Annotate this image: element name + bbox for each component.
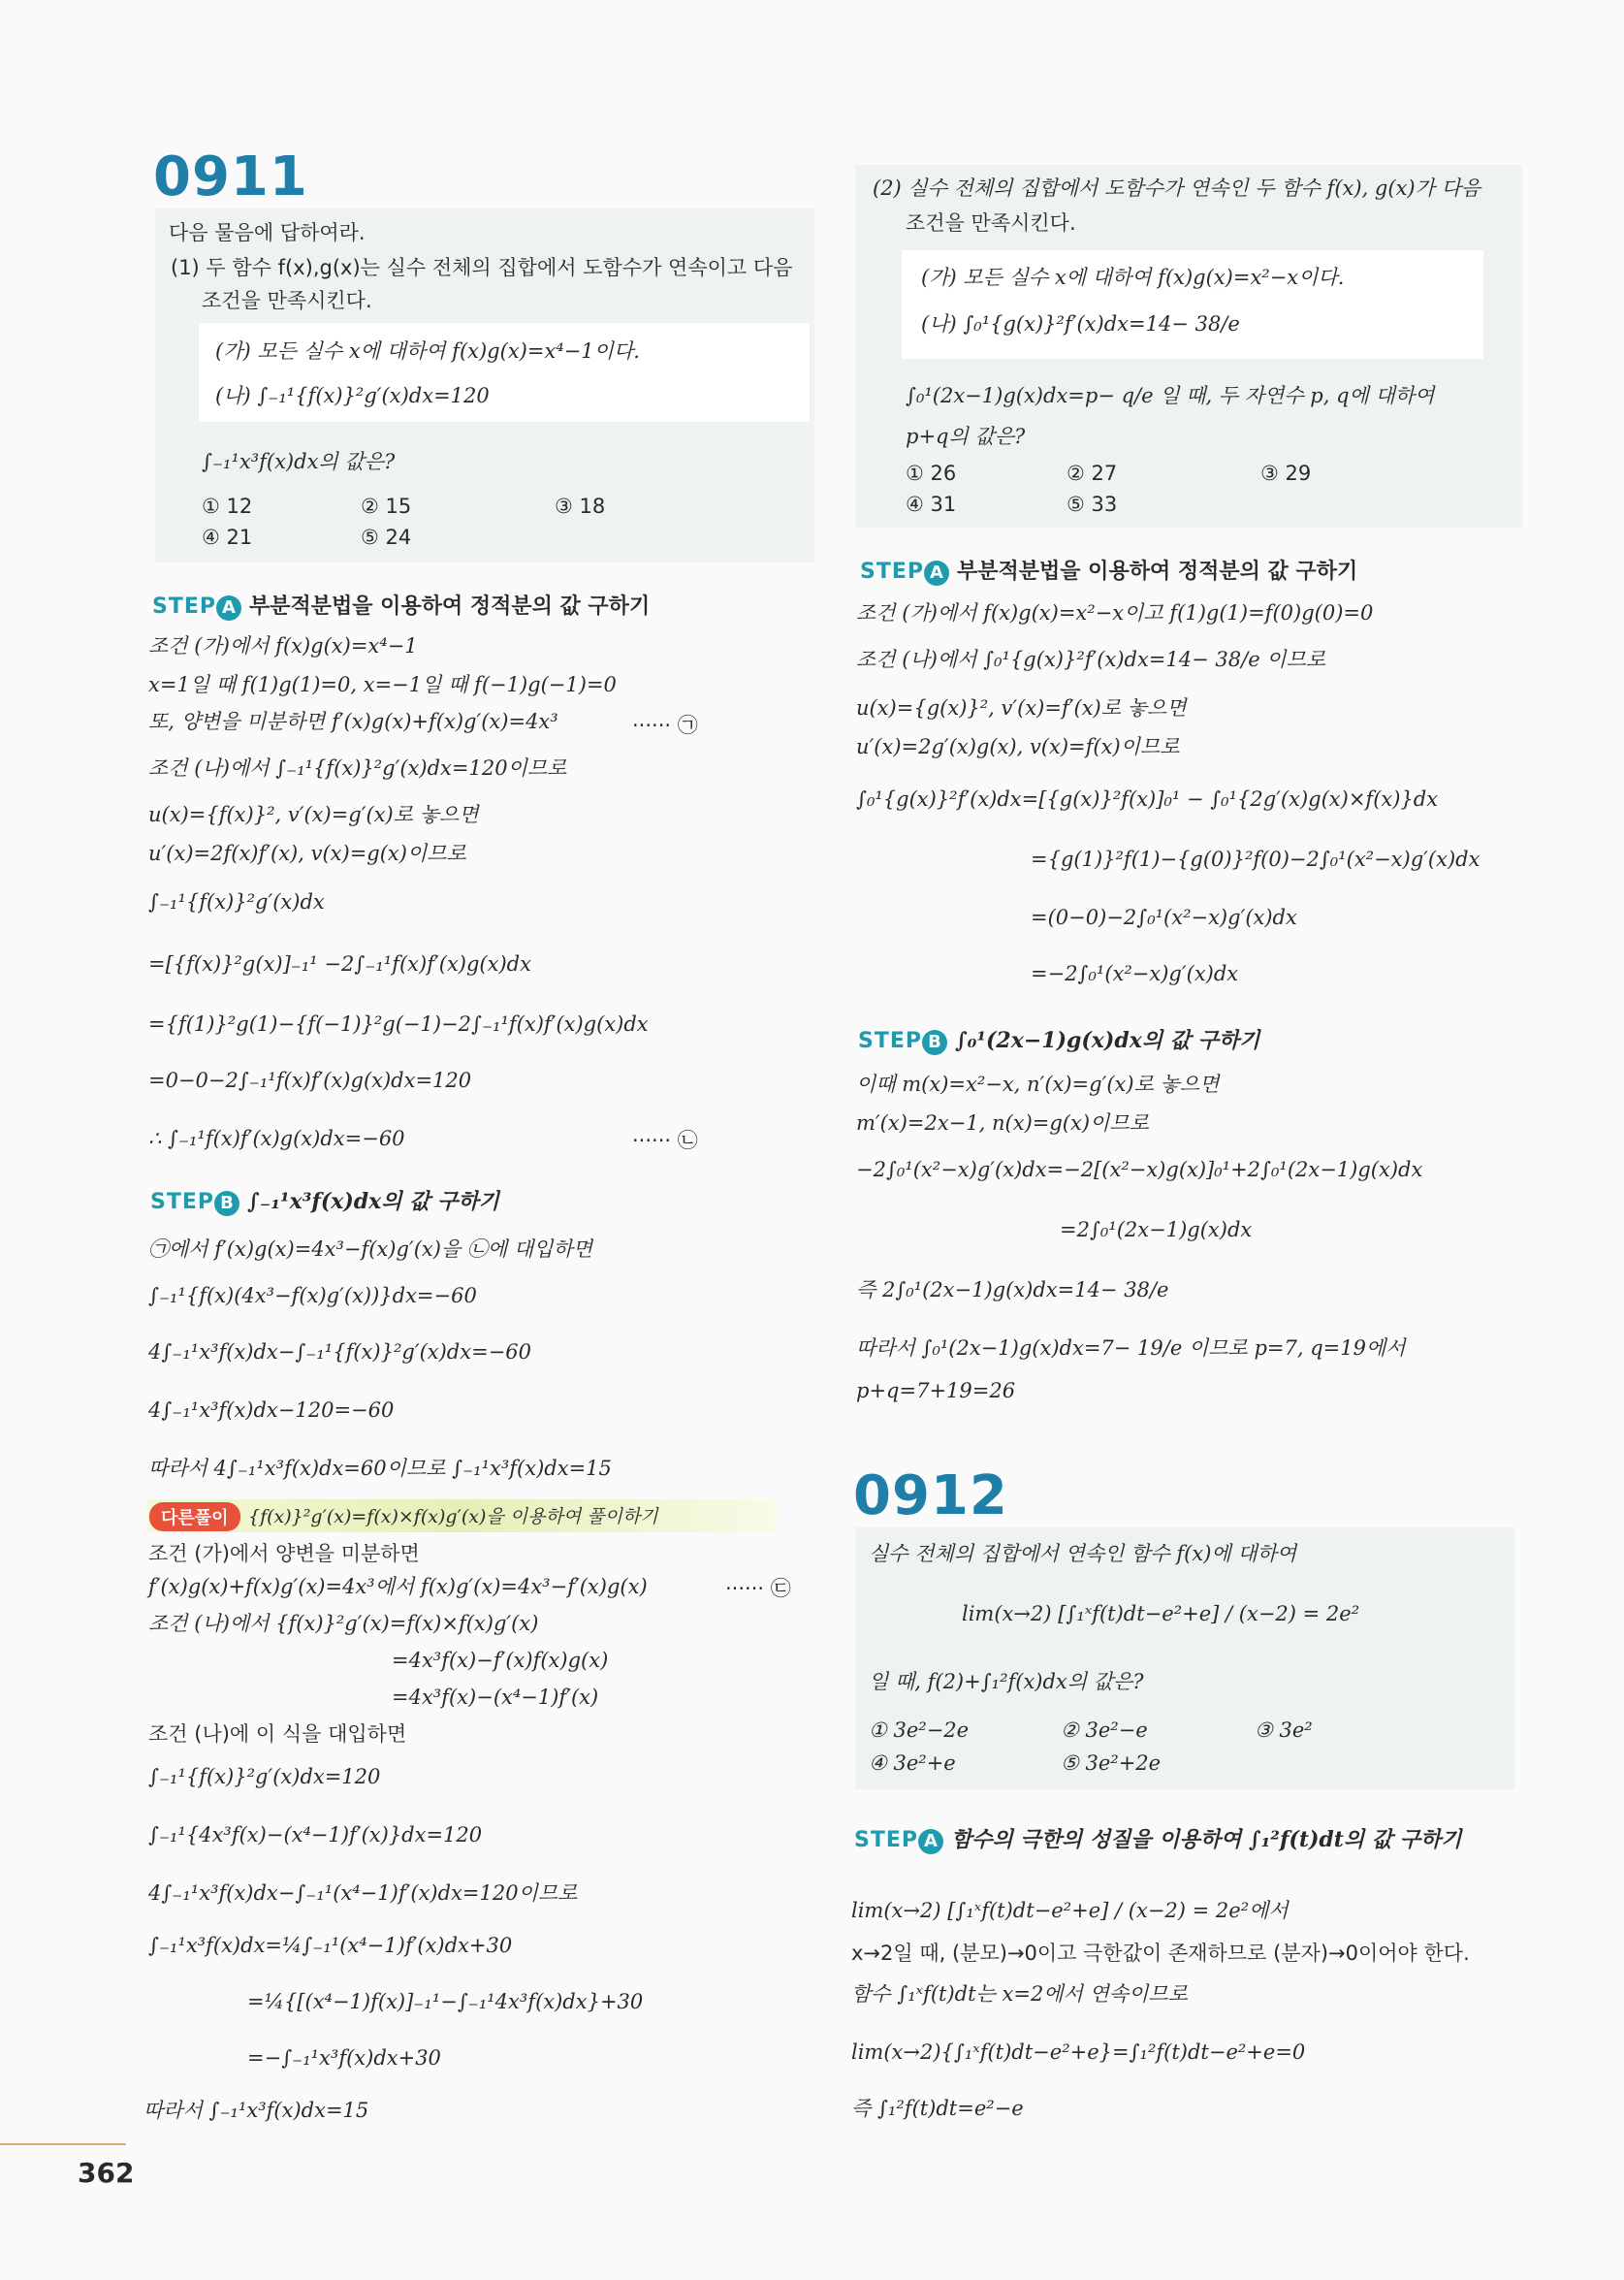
equation-marker-3: ······ ㉢	[725, 1577, 791, 1600]
q2-choice-2: ② 27	[1067, 462, 1118, 485]
question-2-ask: ∫₀¹(2x−1)g(x)dx=p− q/e 일 때, 두 자연수 p, q에 대하여	[906, 384, 1435, 407]
right-step-a-line-6: ={g(1)}²f(1)−{g(0)}²f(0)−2∫₀¹(x²−x)g′(x)dx	[1031, 848, 1481, 871]
step-a-title-0912: 함수의 극한의 성질을 이용하여 ∫₁²f(t)dt의 값 구하기	[951, 1827, 1462, 1852]
p912-step-line-4: lim(x→2){∫₁ˣf(t)dt−e²+e}=∫₁²f(t)dt−e²+e=0	[851, 2040, 1306, 2064]
choice-3: ③ 18	[555, 495, 606, 518]
step-b-line-5: 따라서 4∫₋₁¹x³f(x)dx=60이므로 ∫₋₁¹x³f(x)dx=15	[148, 1457, 612, 1480]
step-b-line-2: ∫₋₁¹{f(x)(4x³−f(x)g′(x))}dx=−60	[148, 1284, 477, 1307]
step-label: STEP	[152, 594, 217, 619]
question-2-ask-cont: p+q의 값은?	[906, 425, 1026, 448]
right-step-b-line-2: m′(x)=2x−1, n(x)=g(x)이므로	[856, 1111, 1149, 1135]
problem-number-0912: 0912	[853, 1464, 1008, 1527]
step-b-heading-right	[858, 1024, 1259, 1055]
step-a-line-1: 조건 (가)에서 f(x)g(x)=x⁴−1	[148, 634, 418, 658]
step-a-line-8: =[{f(x)}²g(x)]₋₁¹ −2∫₋₁¹f(x)f′(x)g(x)dx	[148, 952, 531, 976]
q2-choice-1: ① 26	[906, 462, 957, 485]
p912-choice-5: ⑤ 3e²+2e	[1061, 1751, 1162, 1775]
q2-choice-4: ④ 31	[906, 493, 957, 516]
right-step-a-line-4: u′(x)=2g′(x)g(x), v(x)=f(x)이므로	[856, 735, 1180, 758]
problem-0912-ask: 일 때, f(2)+∫₁²f(x)dx의 값은?	[869, 1670, 1144, 1693]
choice-1: ① 12	[202, 495, 253, 518]
page-number: 362	[78, 2157, 135, 2189]
step-b-badge: B	[214, 1191, 239, 1216]
equation-marker-1: ······ ㉠	[632, 714, 698, 737]
right-step-b-line-3: −2∫₀¹(x²−x)g′(x)dx=−2[(x²−x)g(x)]₀¹+2∫₀¹(2x−1)g(x)dx	[856, 1158, 1423, 1181]
step-a-heading-0912	[854, 1823, 1462, 1854]
alt-line-9: 4∫₋₁¹x³f(x)dx−∫₋₁¹(x⁴−1)f′(x)dx=120이므로	[148, 1881, 578, 1905]
step-label: STEP	[860, 560, 925, 584]
choice-4: ④ 21	[202, 526, 253, 549]
alt-line-11: =¼{[(x⁴−1)f(x)]₋₁¹−∫₋₁¹4x³f(x)dx}+30	[247, 1990, 644, 2013]
question-1-text-cont: 조건을 만족시킨다.	[202, 289, 372, 312]
step-a-line-4: 조건 (나)에서 ∫₋₁¹{f(x)}²g′(x)dx=120이므로	[148, 756, 567, 780]
alt-line-3: 조건 (나)에서 {f(x)}²g′(x)=f(x)×f(x)g′(x)	[148, 1612, 539, 1635]
step-a-line-9: ={f(1)}²g(1)−{f(−1)}²g(−1)−2∫₋₁¹f(x)f′(x)g(x)dx	[148, 1012, 649, 1036]
question-1-text: (1) 두 함수 f(x),g(x)는 실수 전체의 집합에서 도함수가 연속이고 다음	[171, 256, 793, 279]
p912-step-line-2: x→2일 때, (분모)→0이고 극한값이 존재하므로 (분자)→0이어야 한다.	[851, 1942, 1470, 1965]
p912-step-line-1: lim(x→2) [∫₁ˣf(t)dt−e²+e] / (x−2) = 2e²에서	[851, 1899, 1289, 1922]
q2-choice-5: ⑤ 33	[1067, 493, 1118, 516]
problem-intro: 다음 물음에 답하여라.	[169, 221, 366, 244]
step-b-line-1: ㉠에서 f′(x)g(x)=4x³−f(x)g′(x)을 ㉡에 대입하면	[148, 1237, 593, 1261]
alt-line-2: f′(x)g(x)+f(x)g′(x)=4x³에서 f(x)g′(x)=4x³−f′(x)g(x)	[148, 1575, 648, 1598]
step-b-line-3: 4∫₋₁¹x³f(x)dx−∫₋₁¹{f(x)}²g′(x)dx=−60	[148, 1340, 532, 1364]
q2-choice-3: ③ 29	[1260, 462, 1312, 485]
right-step-a-line-8: =−2∫₀¹(x²−x)g′(x)dx	[1031, 962, 1239, 985]
right-step-a-line-1: 조건 (가)에서 f(x)g(x)=x²−x이고 f(1)g(1)=f(0)g(0)=0	[856, 601, 1374, 625]
question-2-text: (2) 실수 전체의 집합에서 도함수가 연속인 두 함수 f(x), g(x)가 다음	[873, 177, 1481, 200]
right-step-a-line-7: =(0−0)−2∫₀¹(x²−x)g′(x)dx	[1031, 906, 1297, 929]
step-label: STEP	[858, 1029, 923, 1053]
alt-line-6: 조건 (나)에 이 식을 대입하면	[148, 1722, 407, 1746]
step-a-line-6: u′(x)=2f(x)f′(x), v(x)=g(x)이므로	[148, 842, 466, 865]
right-step-a-line-5: ∫₀¹{g(x)}²f′(x)dx=[{g(x)}²f(x)]₀¹ − ∫₀¹{2g′(x)g(x)×f(x)}dx	[856, 787, 1439, 811]
p912-choice-4: ④ 3e²+e	[869, 1751, 956, 1775]
choice-2: ② 15	[361, 495, 412, 518]
alt-solution-badge: 다른풀이	[149, 1502, 240, 1531]
step-b-heading	[150, 1185, 499, 1216]
alt-solution-title: {f(x)}²g′(x)=f(x)×f(x)g′(x)을 이용하여 풀이하기	[248, 1506, 658, 1527]
condition-na: (나) ∫₋₁¹{f(x)}²g′(x)dx=120	[215, 384, 490, 407]
step-a-badge: A	[924, 561, 949, 586]
step-label: STEP	[150, 1190, 215, 1214]
condition-ga-q2: (가) 모든 실수 x에 대하여 f(x)g(x)=x²−x이다.	[921, 266, 1345, 289]
step-a-heading-right	[860, 555, 1357, 586]
alt-line-10: ∫₋₁¹x³f(x)dx=¼∫₋₁¹(x⁴−1)f′(x)dx+30	[148, 1934, 513, 1957]
condition-ga: (가) 모든 실수 x에 대하여 f(x)g(x)=x⁴−1이다.	[215, 339, 640, 363]
alt-line-13: 따라서 ∫₋₁¹x³f(x)dx=15	[143, 2099, 369, 2122]
question-ask: ∫₋₁¹x³f(x)dx의 값은?	[202, 450, 396, 473]
step-a-line-7: ∫₋₁¹{f(x)}²g′(x)dx	[148, 890, 325, 914]
p912-choice-3: ③ 3e²	[1255, 1718, 1313, 1742]
problem-number-0911: 0911	[153, 145, 308, 209]
step-b-title-right: ∫₀¹(2x−1)g(x)dx의 값 구하기	[955, 1028, 1260, 1053]
alt-line-4: =4x³f(x)−f′(x)f(x)g(x)	[392, 1649, 609, 1672]
step-label: STEP	[854, 1828, 919, 1852]
step-a-badge: A	[216, 595, 241, 621]
page-footer-rule	[0, 2143, 126, 2145]
step-a-title-right: 부분적분법을 이용하여 정적분의 값 구하기	[957, 560, 1358, 584]
problem-0912-intro: 실수 전체의 집합에서 연속인 함수 f(x)에 대하여	[869, 1542, 1297, 1565]
alt-line-12: =−∫₋₁¹x³f(x)dx+30	[247, 2046, 441, 2070]
step-a-heading	[152, 590, 650, 621]
right-step-a-line-2: 조건 (나)에서 ∫₀¹{g(x)}²f′(x)dx=14− 38/e 이므로	[856, 648, 1326, 671]
step-a-line-11: ∴ ∫₋₁¹f(x)f′(x)g(x)dx=−60	[148, 1127, 405, 1150]
p912-choice-2: ② 3e²−e	[1061, 1718, 1148, 1742]
step-a-line-5: u(x)={f(x)}², v′(x)=g′(x)로 놓으면	[148, 803, 479, 826]
p912-step-line-3: 함수 ∫₁ˣf(t)dt는 x=2에서 연속이므로	[851, 1982, 1188, 2006]
step-a-line-2: x=1일 때 f(1)g(1)=0, x=−1일 때 f(−1)g(−1)=0	[148, 673, 617, 696]
p912-choice-1: ① 3e²−2e	[869, 1718, 970, 1742]
step-b-line-4: 4∫₋₁¹x³f(x)dx−120=−60	[148, 1398, 395, 1422]
condition-na-q2: (나) ∫₀¹{g(x)}²f′(x)dx=14− 38/e	[921, 312, 1240, 336]
right-step-b-line-7: p+q=7+19=26	[856, 1379, 1016, 1402]
step-b-badge: B	[922, 1030, 947, 1055]
alt-line-5: =4x³f(x)−(x⁴−1)f′(x)	[392, 1686, 599, 1709]
problem-0912-limit: lim(x→2) [∫₁ˣf(t)dt−e²+e] / (x−2) = 2e²	[962, 1602, 1360, 1625]
alt-line-7: ∫₋₁¹{f(x)}²g′(x)dx=120	[148, 1765, 381, 1788]
choice-5: ⑤ 24	[361, 526, 412, 549]
step-b-title: ∫₋₁¹x³f(x)dx의 값 구하기	[247, 1189, 499, 1214]
alt-line-1: 조건 (가)에서 양변을 미분하면	[148, 1542, 420, 1565]
question-2-text-cont: 조건을 만족시킨다.	[906, 211, 1076, 235]
p912-step-line-5: 즉 ∫₁²f(t)dt=e²−e	[851, 2097, 1024, 2120]
right-step-b-line-1: 이때 m(x)=x²−x, n′(x)=g′(x)로 놓으면	[856, 1073, 1220, 1096]
right-step-b-line-5: 즉 2∫₀¹(2x−1)g(x)dx=14− 38/e	[856, 1278, 1169, 1301]
step-a-badge: A	[918, 1829, 943, 1854]
right-step-a-line-3: u(x)={g(x)}², v′(x)=f′(x)로 놓으면	[856, 696, 1187, 720]
step-a-title: 부분적분법을 이용하여 정적분의 값 구하기	[249, 594, 651, 619]
step-a-line-10: =0−0−2∫₋₁¹f(x)f′(x)g(x)dx=120	[148, 1069, 472, 1092]
step-a-line-3: 또, 양변을 미분하면 f′(x)g(x)+f(x)g′(x)=4x³	[148, 710, 558, 733]
right-step-b-line-4: =2∫₀¹(2x−1)g(x)dx	[1060, 1218, 1253, 1241]
equation-marker-2: ······ ㉡	[632, 1129, 698, 1152]
alt-line-8: ∫₋₁¹{4x³f(x)−(x⁴−1)f′(x)}dx=120	[148, 1823, 483, 1846]
right-step-b-line-6: 따라서 ∫₀¹(2x−1)g(x)dx=7− 19/e 이므로 p=7, q=19에서	[856, 1336, 1406, 1360]
